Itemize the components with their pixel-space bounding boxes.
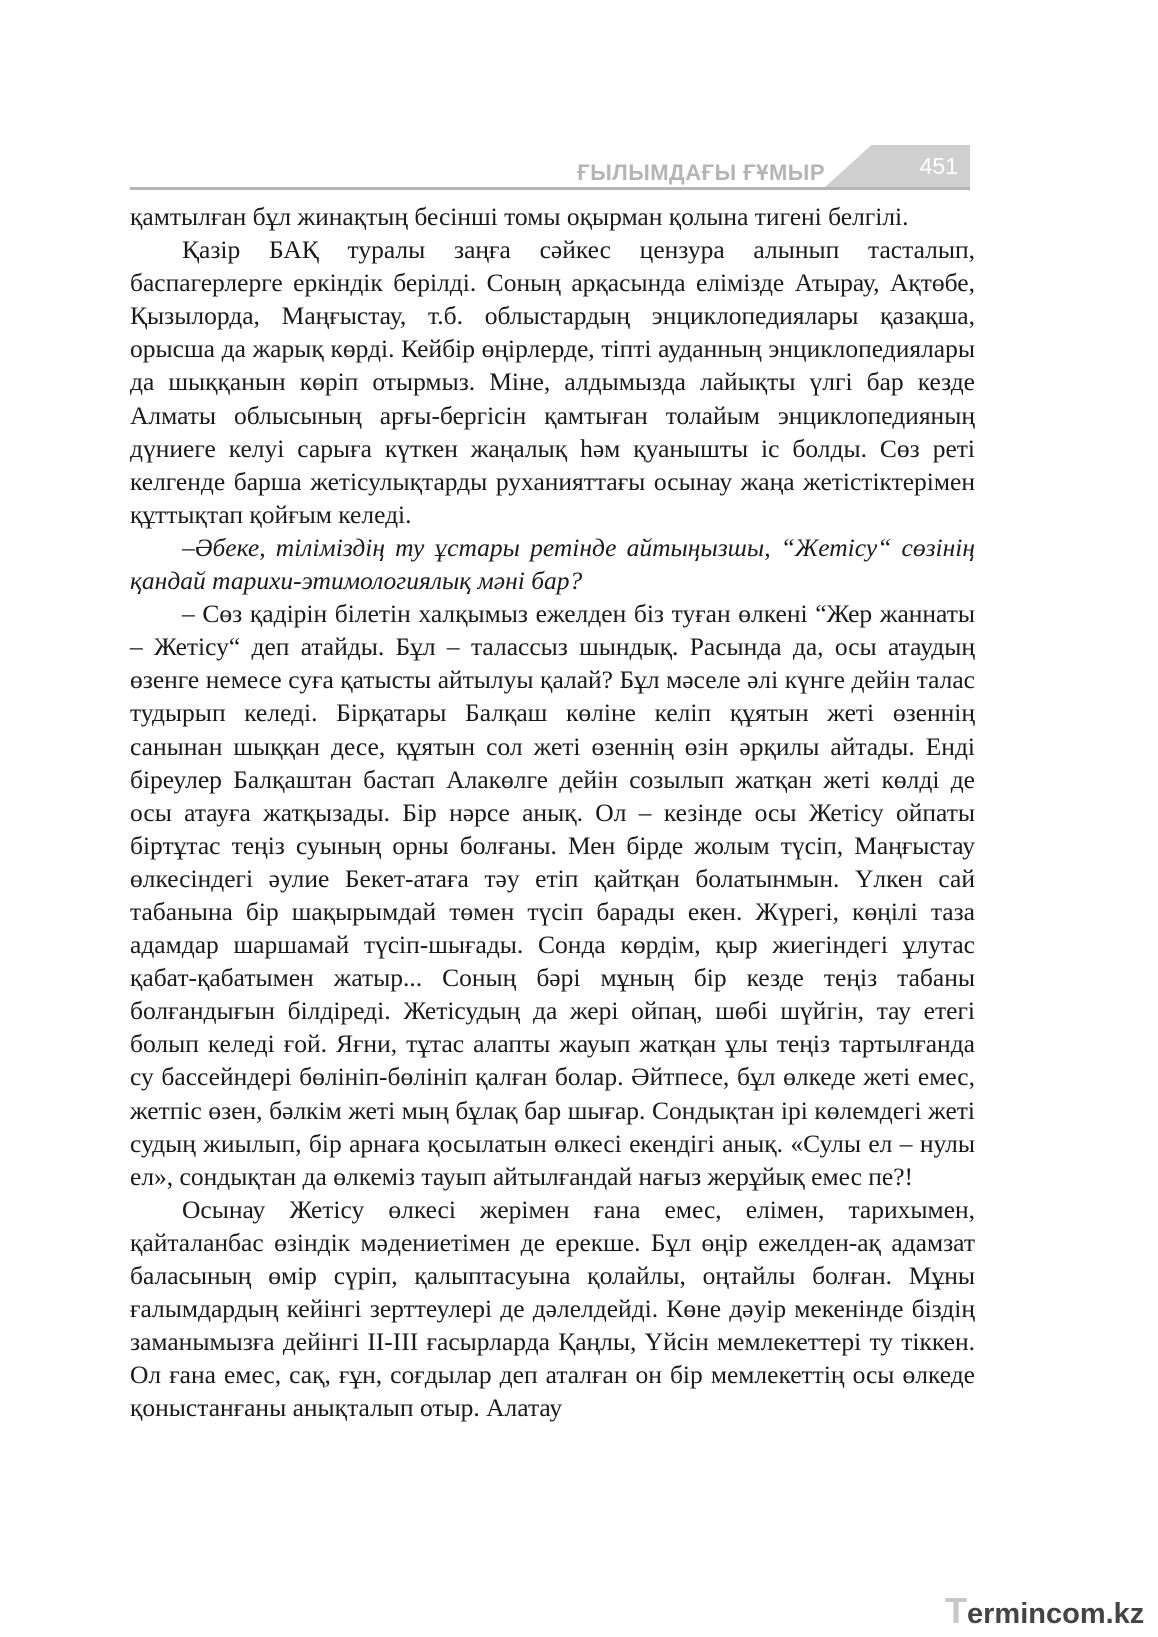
watermark-text: ermincom.kz	[967, 1598, 1145, 1630]
header-rule	[130, 187, 970, 190]
paragraph-continued: қамтылған бұл жинақтың бесінші томы оқырман қолына тигені белгілі.	[130, 202, 909, 231]
running-header	[130, 138, 970, 190]
page-number: 451	[919, 153, 958, 179]
site-watermark	[945, 1590, 1144, 1632]
interview-question: –Әбеке, тіліміздің ту ұстары ретінде айтыңызшы, “Жетісу“ сөзінің қандай тарихи-этимологиялық мәні бар?	[130, 532, 975, 596]
paragraph: Қазір БАҚ туралы заңға сәйкес цензура алынып тасталып, баспагерлерге еркіндік берілді. Соның арқасында елімізде Атырау, Ақтөбе, Қызылорда, Маңғыстау, т.б. облыстардың энциклопедиялары қазақша, орысша да жарық көрді. Кейбір өңірлерде, тіпті ауданның энциклопедиялары да шыққанын көріп отырмыз. Міне, алдымызда лайықты үлгі бар кезде Алматы облысының арғы-бергісін қамтыған толайым энциклопедияның дүниеге келуі сарыға күткен жаңалық һәм қуанышты іс болды. Сөз реті келгенде барша жетісулықтарды руханияттағы осынау жаңа жетістіктерімен құттықтап қойғым келеді.	[130, 235, 975, 529]
paragraph: Осынау Жетісу өлкесі жерімен ғана емес, елімен, тарихымен, қайталанбас өзіндік мәдениетімен де ерекше. Бұл өңір ежелден-ақ адамзат баласының өмір сүріп, қалыптасуына қолайлы, оңтайлы болған. Мұны ғалымдардың кейінгі зерттеулері де дәлелдейді. Көне дәуір мекенінде біздің заманымызға дейінгі II-III ғасырларда Қаңлы, Үйсін мемлекеттері ту тіккен. Ол ғана емес, сақ, ғұн, соғдылар деп аталған он бір мемлекеттің осы өлкеде қоныстанғаны анықталып отыр. Алатау	[130, 1194, 975, 1423]
watermark-logo-letter: T	[945, 1590, 967, 1631]
body-text	[130, 200, 975, 1424]
running-title: ҒЫЛЫМДАҒЫ ҒҰМЫР	[577, 160, 825, 185]
paragraph-answer: – Сөз қадірін білетін халқымыз ежелден біз туған өлкені “Жер жаннаты – Жетісу“ деп атайды. Бұл – талассыз шындық. Расында да, осы атаудың өзенге немесе суға қатысты айтылуы қалай? Бұл мәселе әлі күнге дейін талас тудырып келеді. Бірқатары Балқаш көліне келіп құятын жеті өзеннің санынан шыққан десе, құятын сол жеті өзеннің өзін әрқилы айтады. Енді біреулер Балқаштан бастап Алакөлге дейін созылып жатқан жеті көлді де осы атауға жатқызады. Бір нәрсе анық. Ол – кезінде осы Жетісу ойпаты біртұтас теңіз суының орны болғаны. Мен бірде жолым түсіп, Маңғыстау өлкесіндегі әулие Бекет-атаға тәу етіп қайтқан болатынмын. Үлкен сай табанына бір шақырымдай төмен түсіп барады екен. Жүрегі, көңілі таза адамдар шаршамай түсіп-шығады. Сонда көрдім, қыр жиегіндегі ұлутас қабат-қабатымен жатыр... Соның бәрі мұның бір кезде теңіз табаны болғандығын білдіреді. Жетісудың да жері ойпаң, шөбі шүйгін, тау етегі болып келеді ғой. Яғни, тұтас алапты жауып жатқан ұлы теңіз тартылғанда су бассейндері бөлініп-бөлініп қалған болар. Әйтпесе, бұл өлкеде жеті емес, жетпіс өзен, бәлкім жеті мың бұлақ бар шығар. Сондықтан ірі көлемдегі жеті судың жиылып, бір арнаға қосылатын өлкесі екендігі анық. «Сулы ел – нулы ел», сондықтан да өлкеміз тауып айтылғандай нағыз жерұйық емес пе?!	[130, 599, 975, 1191]
